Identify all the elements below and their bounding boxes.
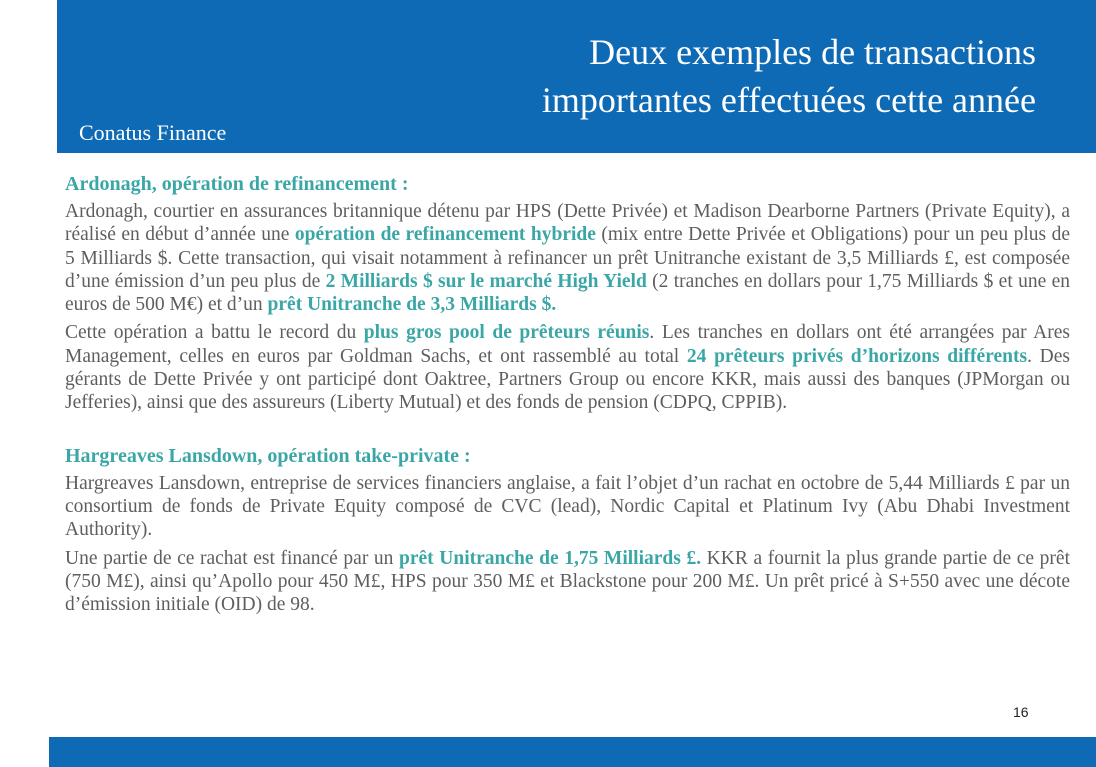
paragraph-hargreaves-overview — [65, 472, 1070, 542]
footer-bar — [49, 737, 1096, 767]
page-number: 16 — [1013, 704, 1029, 720]
highlight-unitranche-loan: prêt Unitranche de 3,3 Milliards $. — [267, 294, 557, 316]
section-ardonagh — [65, 172, 1070, 415]
text-segment: Cette opération a battu le record du — [65, 322, 364, 344]
text-segment: . Des gérants de Dette Privée y ont participé dont Oaktree, Partners Group ou encore KKR, mais aussi des banques (JPMorgan ou Jefferies), ainsi que des assureurs (Liberty Mutual) et des fonds de pension (CDPQ, CPPIB). — [65, 345, 1070, 414]
highlight-hybrid-refinancing: opération de refinancement hybride — [294, 224, 596, 246]
page-title-line-1: Deux exemples de transactions — [589, 32, 1036, 72]
slide-content — [65, 172, 1070, 621]
paragraph-ardonagh-overview — [65, 200, 1070, 316]
section-heading-ardonagh: Ardonagh, opération de refinancement : — [65, 173, 409, 195]
text-segment: Une partie de ce rachat est financé par un — [65, 547, 400, 569]
text-segment: Hargreaves Lansdown, entreprise de services financiers anglaise, a fait l’objet d’un rachat en octobre de 5,44 Milliards £ par un consortium de fonds de Private Equity composé de CVC (lead), Nordic Capital et Platinum Ivy (Abu Dhabi Investment Authority). — [65, 472, 1070, 541]
highlight-24-lenders: 24 prêteurs privés d’horizons différents — [686, 345, 1028, 367]
text-segment: . Les tranches en dollars ont été arrangées par Ares Management, celles en euros par Goldman Sachs, et ont rassemblé au total — [65, 322, 1070, 367]
text-segment: (2 tranches en dollars pour 1,75 Milliards $ et une en euros de 500 M€) et d’un — [65, 270, 1070, 316]
text-segment: (mix entre Dette Privée et Obligations) pour un peu plus de 5 Milliards $. Cette transaction, qui visait notamment à refinancer un prêt Unitranche existant de 3,5 Milliards £, est composée d’une émission d’un peu plus de — [65, 224, 1071, 292]
page-title — [542, 28, 1036, 124]
highlight-lender-pool: plus gros pool de prêteurs réunis — [363, 322, 650, 344]
text-segment: Ardonagh, courtier en assurances britannique détenu par HPS (Dette Privée) et Madison Dearborne Partners (Private Equity), a réalisé en début d’année une — [65, 201, 1070, 246]
highlight-unitranche-loan-1-75: prêt Unitranche de 1,75 Milliards £. — [399, 547, 702, 569]
brand-name: Conatus Finance — [79, 120, 227, 145]
section-heading-hargreaves: Hargreaves Lansdown, opération take-private : — [65, 444, 471, 467]
highlight-high-yield: 2 Milliards $ sur le marché High Yield — [325, 270, 647, 292]
section-hargreaves — [65, 444, 1070, 617]
section-spacer — [65, 420, 1070, 444]
header-banner — [57, 0, 1096, 153]
paragraph-ardonagh-lenders — [65, 321, 1070, 414]
paragraph-hargreaves-financing — [65, 547, 1070, 617]
text-segment: KKR a fournit la plus grande partie de ce prêt (750 M£), ainsi qu’Apollo pour 450 M£, HPS pour 350 M£ et Blackstone pour 200 M£. Un prêt pricé à S+550 avec une décote d’émission initiale (OID) de 98. — [65, 547, 1071, 616]
page-title-line-2: importantes effectuées cette année — [541, 80, 1036, 120]
